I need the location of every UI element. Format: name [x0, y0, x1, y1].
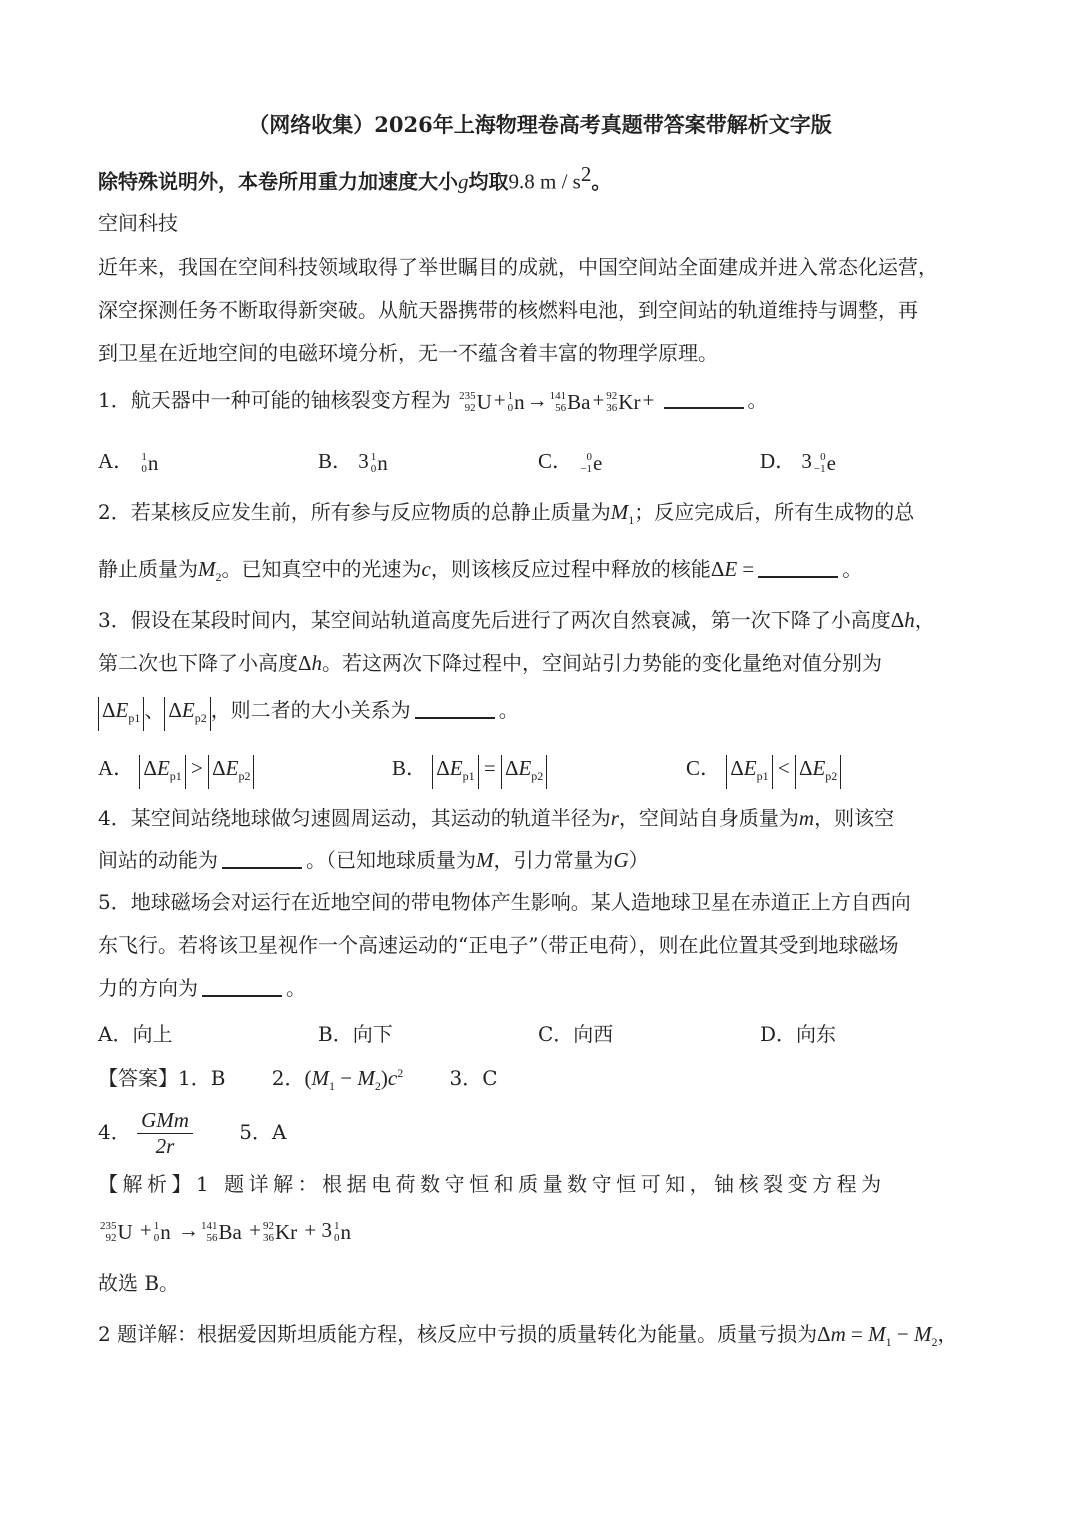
intro-line-2: 深空探测任务不断取得新突破。从航天器携带的核燃料电池，到空间站的轨道维持与调整，再 [98, 298, 918, 322]
q1-option-b: B． 3 1 0 n [318, 449, 388, 476]
q3-option-a: A． $\Delta E_{p1} > \Delta E_{p2}$ [98, 752, 254, 789]
q5-option-d: D．向东 [760, 1022, 837, 1046]
analysis-line-4: 2 题详解：根据爱因斯坦质能方程，核反应中亏损的质量转化为能量。质量亏损为$\Delta m = M_1 - M_2$， [98, 1322, 958, 1350]
analysis-line-3: 故选 B。 [98, 1271, 180, 1295]
analysis-equation: 235 92 U + 1 0 n → 141 56 Ba + 92 36 Kr + 3 1 0 n [100, 1218, 351, 1245]
q5-option-c: C．向西 [538, 1022, 614, 1046]
answers-line-1: 【答案】1．B 2．$(M_1 - M_2)c^2$ 3．C [98, 1066, 498, 1094]
question-3-line-1: 3．假设在某段时间内，某空间站轨道高度先后进行了两次自然衰减，第一次下降了小高度Δh， [98, 608, 935, 632]
intro-line-3: 到卫星在近地空间的电磁环境分析，无一不蕴含着丰富的物理学原理。 [98, 341, 718, 365]
q5-option-b: B．向下 [318, 1022, 393, 1046]
q1-option-d: D． 3 0 −1 e [760, 449, 836, 476]
question-2-line-2: 静止质量为$M_2$。已知真空中的光速为c，则该核反应过程中释放的核能ΔE = 。 [98, 557, 863, 585]
q5-option-a: A．向上 [98, 1022, 173, 1046]
question-5-line-2: 东飞行。若将该卫星视作一个高速运动的“正电子”（带正电荷），则在此位置其受到地球磁场 [98, 933, 899, 957]
answer-blank [664, 389, 744, 409]
answer-blank [415, 699, 495, 719]
question-4-line-1: 4．某空间站绕地球做匀速圆周运动，其运动的轨道半径为r，空间站自身质量为m，则该空 [98, 806, 895, 830]
fission-equation: 235 92 U + 1 0 n → 141 56 Ba + 92 36 Kr + [459, 388, 660, 415]
q3-option-b: B． $\Delta E_{p1} = \Delta E_{p2}$ [392, 752, 547, 789]
section-heading: 空间科技 [98, 211, 178, 235]
intro-line-1: 近年来，我国在空间科技领域取得了举世瞩目的成就，中国空间站全面建成并进入常态化运营， [98, 255, 938, 279]
question-3-line-2: 第二次也下降了小高度Δh。若这两次下降过程中，空间站引力势能的变化量绝对值分别为 [98, 651, 883, 675]
answers-line-2: 4． $\frac{\text{GMm}}{2r}$ 5．A [98, 1108, 287, 1159]
gravity-note: 除特殊说明外，本卷所用重力加速度大小g均取9.8 m / $s^2$。 [98, 162, 612, 194]
q3-option-c: C． $\Delta E_{p1} < \Delta E_{p2}$ [686, 752, 841, 789]
question-1: 1．航天器中一种可能的铀核裂变方程为 235 92 U + 1 0 n → 141 56 Ba + 92 36 Kr + 。 [98, 388, 768, 415]
question-5-line-3: 力的方向为 。 [98, 976, 306, 1000]
answer-blank [758, 558, 838, 578]
analysis-line-1: 【解析】1 题详解：根据电荷数守恒和质量数守恒可知，铀核裂变方程为 [98, 1172, 886, 1196]
question-4-line-2: 间站的动能为 。（已知地球质量为M，引力常量为G） [98, 848, 649, 872]
question-5-line-1: 5．地球磁场会对运行在近地空间的带电物体产生影响。某人造地球卫星在赤道正上方自西向 [98, 890, 911, 914]
question-3-line-3: $\Delta E_{p1}$ 、 $\Delta E_{p2}$ ，则二者的大小关系为 。 [98, 697, 519, 731]
answer-blank [202, 977, 282, 997]
q1-option-c: C． 0 −1 e [538, 449, 603, 476]
answer-blank [222, 849, 302, 869]
q1-option-a: A． 1 0 n [98, 449, 159, 476]
page-title: （网络收集）2026年上海物理卷高考真题带答案带解析文字版 [248, 112, 832, 137]
question-2-line-1: 2．若某核反应发生前，所有参与反应物质的总静止质量为$M_1$；反应完成后，所有生成物的总 [98, 500, 915, 528]
